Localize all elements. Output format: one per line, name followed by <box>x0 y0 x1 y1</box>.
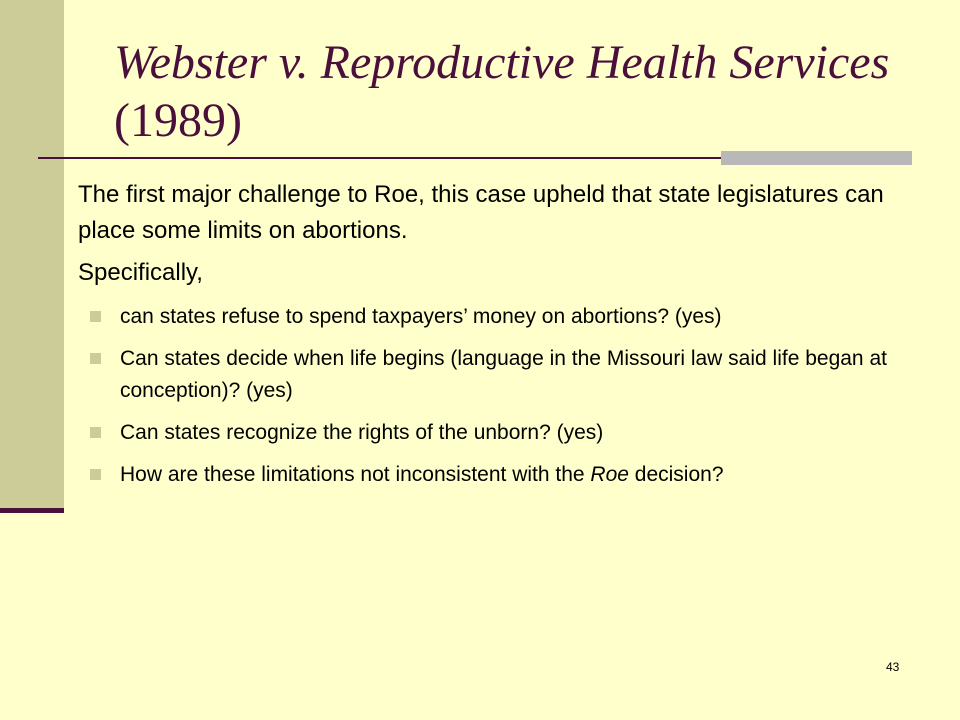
sub-bullet-square-icon <box>90 427 101 438</box>
bullet-text: The first major challenge to Roe, this case upheld that state legislatures can place some limits on abortions. <box>78 181 884 244</box>
sub-bullet-text: Can states recognize the rights of the unborn? (yes) <box>120 421 604 444</box>
title-case-name: Webster v. Reproductive Health Services <box>114 36 890 89</box>
sub-bullet-italic-roe: Roe <box>590 463 629 486</box>
sub-bullet-item <box>90 301 908 333</box>
sub-bullet-item <box>90 459 908 491</box>
title-year: (1989) <box>114 94 242 147</box>
bullet-item <box>48 177 908 249</box>
sub-bullet-square-icon <box>90 311 101 322</box>
sub-bullet-text: can states refuse to spend taxpayers’ money on abortions? (yes) <box>120 305 722 328</box>
slide-body <box>48 177 908 501</box>
page-number: 43 <box>886 660 900 674</box>
side-accent-bar <box>0 508 64 513</box>
sub-bullet-item <box>90 417 908 449</box>
sub-bullet-square-icon <box>90 353 101 364</box>
bullet-square-icon <box>48 264 63 279</box>
bullet-text: Specifically, <box>78 259 203 286</box>
sub-bullet-item <box>90 343 908 407</box>
sub-bullet-text: Can states decide when life begins (language in the Missouri law said life began at conception)? (yes) <box>120 347 887 402</box>
sub-bullet-text <box>120 463 724 486</box>
bullet-item <box>48 255 908 291</box>
slide-title <box>114 34 914 150</box>
bullet-square-icon <box>48 186 63 201</box>
sub-bullet-text-part: decision? <box>628 463 724 486</box>
sub-bullet-square-icon <box>90 469 101 480</box>
title-divider-block <box>721 151 912 165</box>
sub-bullet-text-part: How are these limitations not inconsistent with the <box>120 463 591 486</box>
